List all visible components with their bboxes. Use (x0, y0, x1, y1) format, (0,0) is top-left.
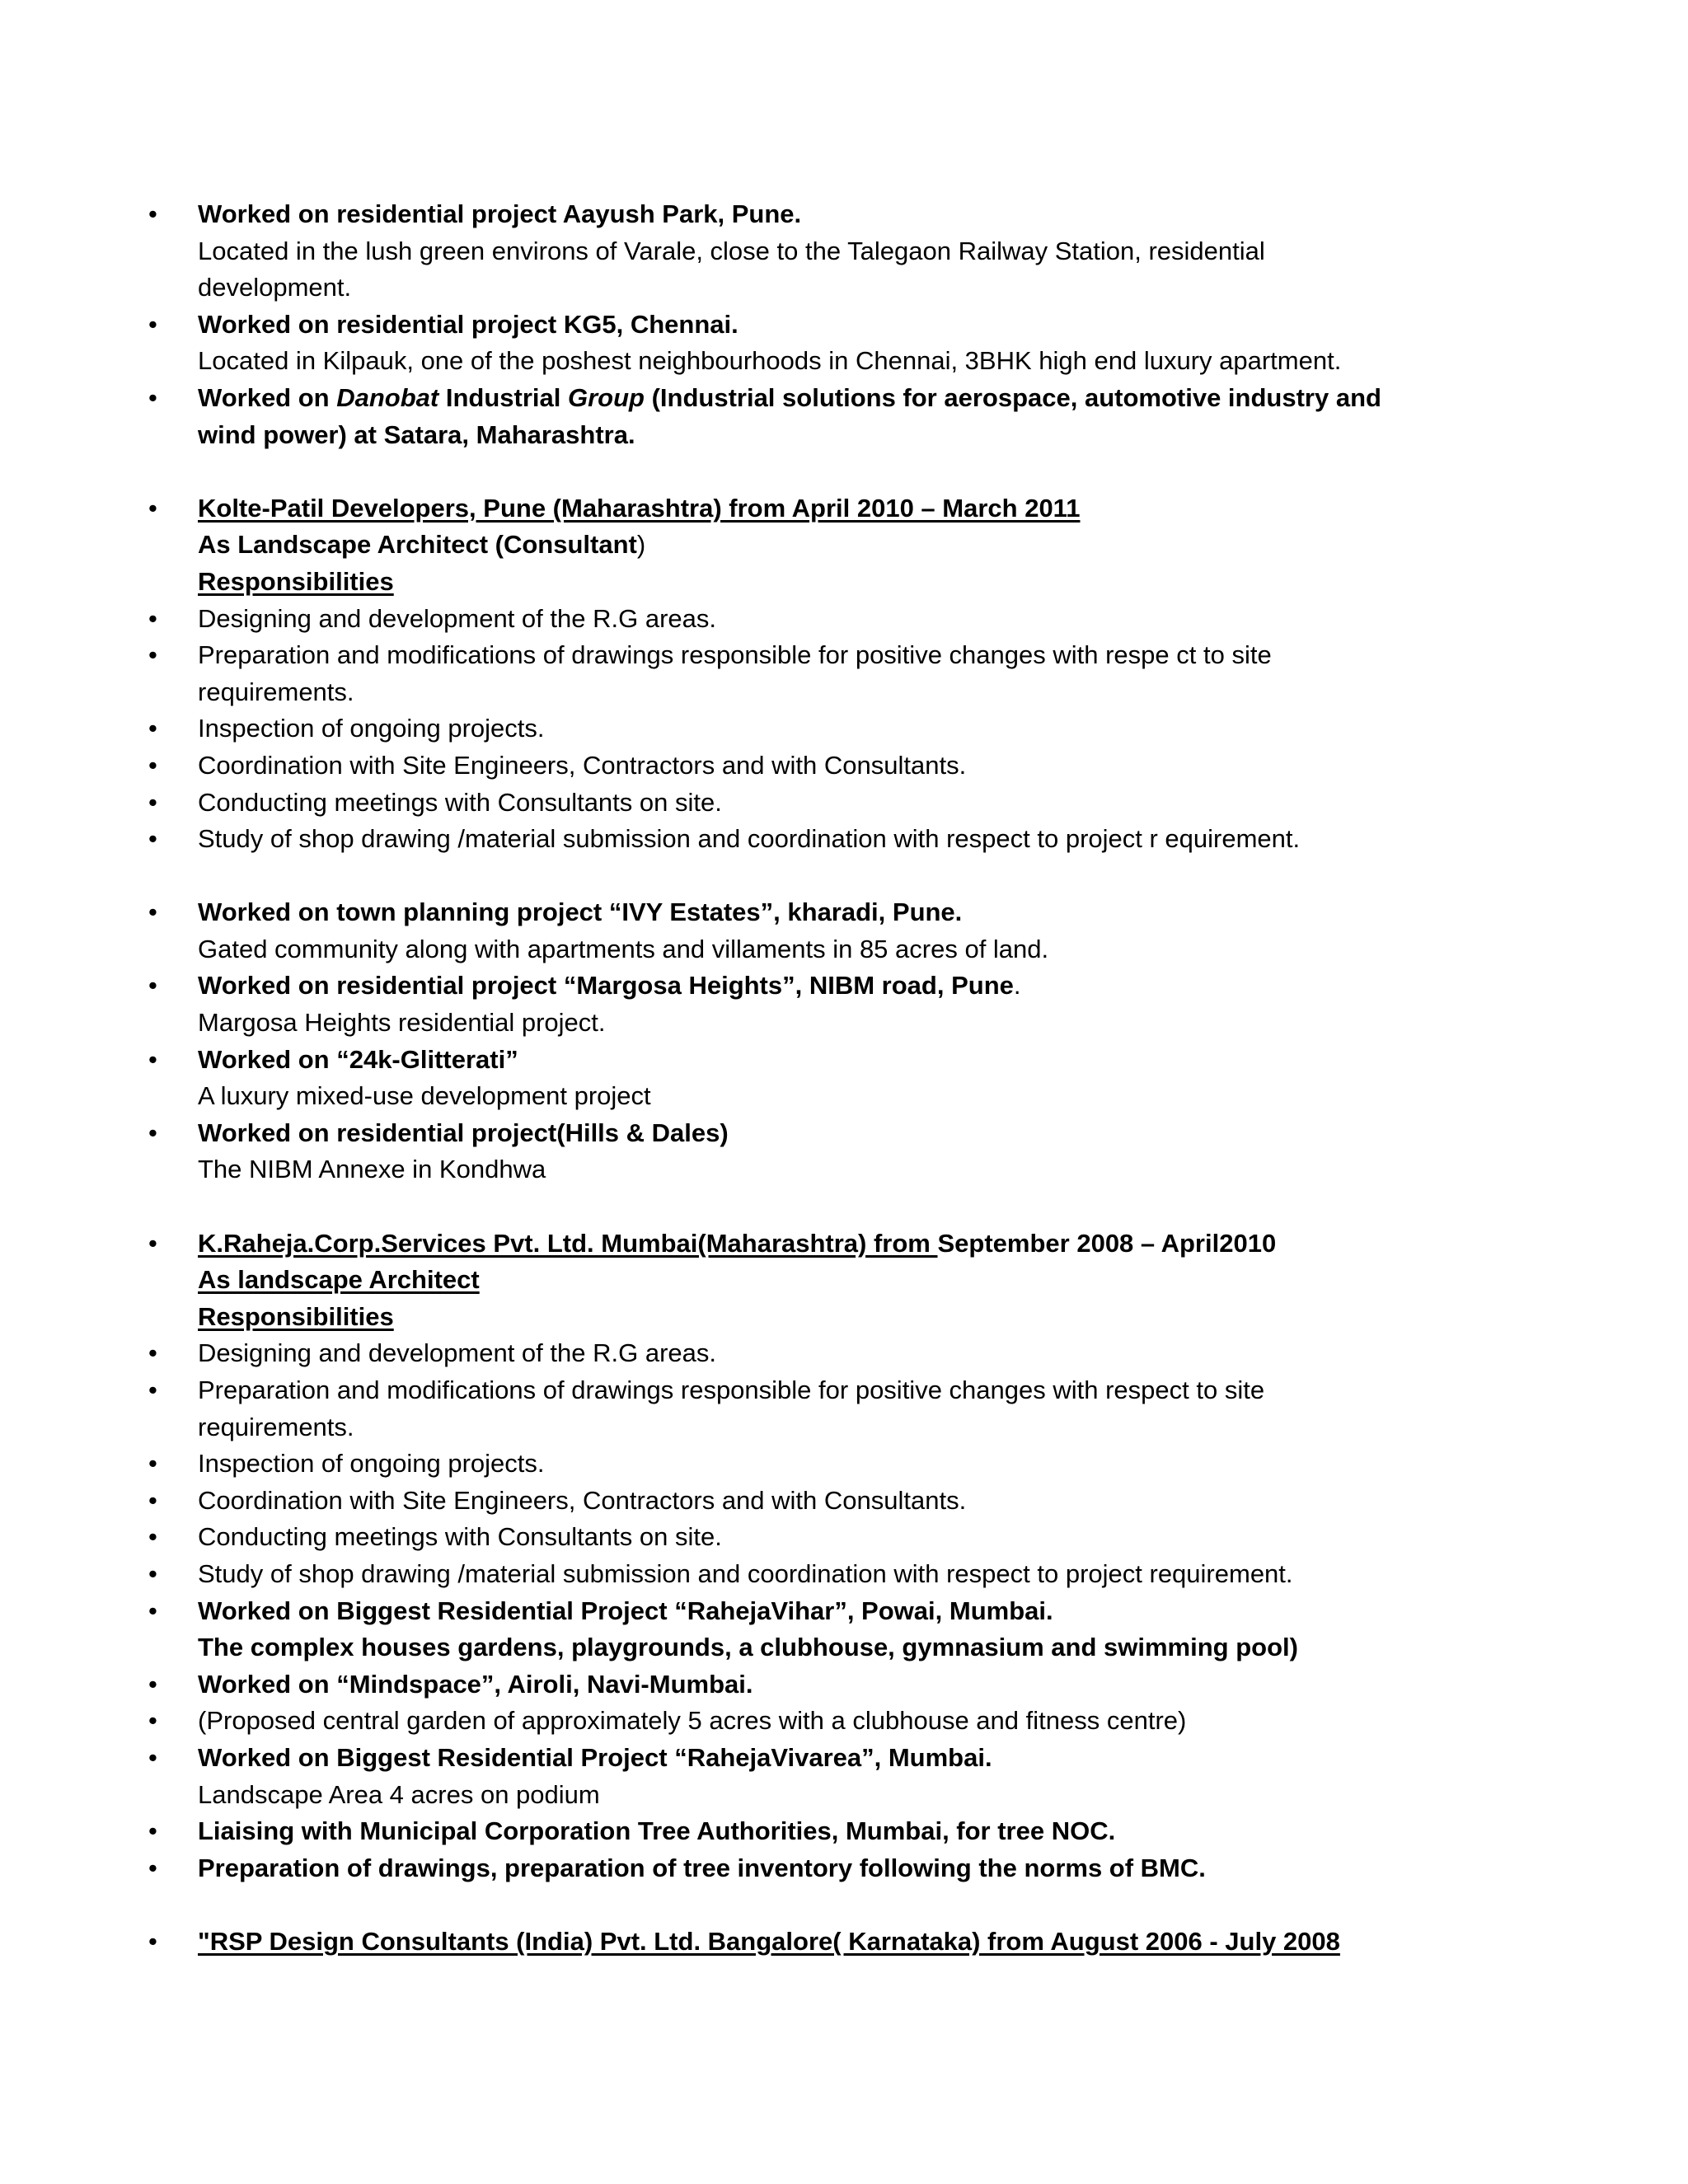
text-segment: requirements. (198, 1412, 354, 1441)
resume-content (0, 196, 1550, 1961)
bullet-item (0, 1335, 1550, 1372)
bullet-item (0, 1226, 1550, 1263)
text-segment: Preparation and modifications of drawings responsible for positive changes with respect to site (198, 1376, 1265, 1404)
resume-section (0, 490, 1550, 858)
text-segment: A luxury mixed-use development project (198, 1081, 651, 1111)
resume-section (0, 1226, 1550, 1887)
text-segment: Worked on residential project Aayush Park, Pune. (198, 199, 802, 228)
text-segment: Worked on residential project KG5, Chennai. (198, 309, 738, 339)
text-segment: requirements. (198, 677, 354, 706)
bullet-item (0, 968, 1550, 1005)
text-segment: Worked on Biggest Residential Project “RahejaVivarea”, Mumbai. (198, 1742, 992, 1772)
text-segment: ) (636, 530, 646, 560)
bullet-item (0, 601, 1550, 638)
text-segment: development. (198, 273, 352, 302)
continuation-line (0, 931, 1550, 968)
text-segment: Worked on “24k-Glitterati” (198, 1044, 518, 1074)
continuation-line (0, 1262, 1550, 1299)
text-segment: September 2008 – April2010 (937, 1228, 1277, 1258)
text-segment: As Landscape Architect (Consultant (198, 530, 637, 560)
text-segment: Coordination with Site Engineers, Contractors and with Consultants. (198, 1485, 967, 1515)
continuation-line (0, 1777, 1550, 1814)
text-segment: Conducting meetings with Consultants on site. (198, 1522, 722, 1552)
resume-section (0, 894, 1550, 1188)
text-segment: Responsibilities (198, 566, 394, 596)
text-segment: Inspection of ongoing projects. (198, 1449, 545, 1479)
text-segment: As landscape Architect (198, 1265, 480, 1295)
text-segment: Located in Kilpauk, one of the poshest neighbourhoods in Chennai, 3BHK high end luxury apartment. (198, 346, 1342, 376)
text-segment: Responsibilities (198, 1301, 394, 1331)
text-segment: Preparation and modifications of drawings responsible for positive changes with respe ct to site (198, 640, 1272, 670)
bullet-item (0, 1372, 1550, 1409)
text-segment: Preparation of drawings, preparation of tree inventory following the norms of BMC. (198, 1853, 1206, 1882)
bullet-item (0, 748, 1550, 785)
text-segment: Danobat (336, 382, 439, 412)
text-segment: Landscape Area 4 acres on podium (198, 1779, 600, 1809)
bullet-item (0, 490, 1550, 527)
bullet-item (0, 307, 1550, 344)
text-segment: Liaising with Municipal Corporation Tree Authorities, Mumbai, for tree NOC. (198, 1816, 1116, 1846)
bullet-item (0, 637, 1550, 674)
section-gap (0, 1886, 1550, 1924)
text-segment: (Industrial solutions for aerospace, automotive industry and (644, 382, 1381, 412)
section-gap (0, 858, 1550, 895)
text-segment: Inspection of ongoing projects. (198, 714, 545, 743)
continuation-line (0, 1299, 1550, 1336)
text-segment: Group (567, 382, 645, 412)
text-segment: wind power) at Satara, Maharashtra. (198, 419, 635, 449)
continuation-line (0, 1629, 1550, 1666)
bullet-item (0, 1556, 1550, 1593)
bullet-item (0, 1446, 1550, 1483)
continuation-line (0, 1005, 1550, 1042)
text-segment: Study of shop drawing /material submission and coordination with respect to project requirement. (198, 1558, 1293, 1588)
continuation-line (0, 343, 1550, 380)
section-gap (0, 453, 1550, 490)
continuation-line (0, 1409, 1550, 1446)
resume-section (0, 1924, 1550, 1961)
bullet-item (0, 1813, 1550, 1850)
continuation-line (0, 417, 1550, 454)
bullet-item (0, 1593, 1550, 1630)
continuation-line (0, 527, 1550, 564)
continuation-line (0, 564, 1550, 601)
bullet-item (0, 196, 1550, 233)
text-segment: Gated community along with apartments and villaments in 85 acres of land. (198, 934, 1049, 963)
bullet-item (0, 1740, 1550, 1777)
continuation-line (0, 269, 1550, 307)
bullet-item (0, 1115, 1550, 1152)
continuation-line (0, 674, 1550, 711)
bullet-item (0, 380, 1550, 417)
bullet-item (0, 1519, 1550, 1556)
text-segment: Designing and development of the R.G areas. (198, 1338, 716, 1368)
bullet-item (0, 894, 1550, 931)
bullet-item (0, 785, 1550, 822)
text-segment: Worked on Biggest Residential Project “RahejaVihar”, Powai, Mumbai. (198, 1596, 1053, 1625)
bullet-item (0, 1666, 1550, 1704)
text-segment: The NIBM Annexe in Kondhwa (198, 1155, 546, 1184)
text-segment: Worked on “Mindspace”, Airoli, Navi-Mumbai. (198, 1669, 753, 1699)
text-segment: Worked on (198, 382, 337, 412)
text-segment: Worked on town planning project “IVY Estates”, kharadi, Pune. (198, 898, 963, 927)
continuation-line (0, 233, 1550, 270)
bullet-item (0, 821, 1550, 858)
bullet-item (0, 1924, 1550, 1961)
text-segment: Worked on residential project “Margosa Heights”, NIBM road, Pune (198, 971, 1014, 1001)
continuation-line (0, 1151, 1550, 1188)
text-segment: The complex houses gardens, playgrounds, a clubhouse, gymnasium and swimming pool) (198, 1633, 1298, 1662)
text-segment: (Proposed central garden of approximately 5 acres with a clubhouse and fitness centre) (198, 1706, 1187, 1736)
text-segment: Worked on residential project(Hills & Dales) (198, 1118, 729, 1147)
text-segment: Conducting meetings with Consultants on site. (198, 787, 722, 817)
text-segment: K.Raheja.Corp.Services Pvt. Ltd. Mumbai(Maharashtra) from (198, 1228, 938, 1258)
text-segment: . (1013, 971, 1021, 1001)
section-gap (0, 1188, 1550, 1226)
bullet-item (0, 1850, 1550, 1887)
text-segment: Kolte-Patil Developers, Pune (Maharashtra) from April 2010 – March 2011 (198, 493, 1081, 523)
text-segment: Coordination with Site Engineers, Contractors and with Consultants. (198, 750, 967, 780)
bullet-item (0, 1703, 1550, 1740)
text-segment: Industrial (438, 382, 568, 412)
continuation-line (0, 1078, 1550, 1115)
text-segment: Designing and development of the R.G areas. (198, 603, 716, 633)
resume-section (0, 196, 1550, 453)
text-segment: Study of shop drawing /material submission and coordination with respect to project r equirement. (198, 824, 1301, 854)
bullet-item (0, 1042, 1550, 1079)
bullet-item (0, 1483, 1550, 1520)
text-segment: Located in the lush green environs of Varale, close to the Talegaon Railway Station, residential (198, 236, 1265, 265)
text-segment: "RSP Design Consultants (India) Pvt. Ltd. Bangalore( Karnataka) from August 2006 - July 2008 (198, 1926, 1340, 1956)
text-segment: Margosa Heights residential project. (198, 1008, 606, 1038)
bullet-item (0, 710, 1550, 748)
